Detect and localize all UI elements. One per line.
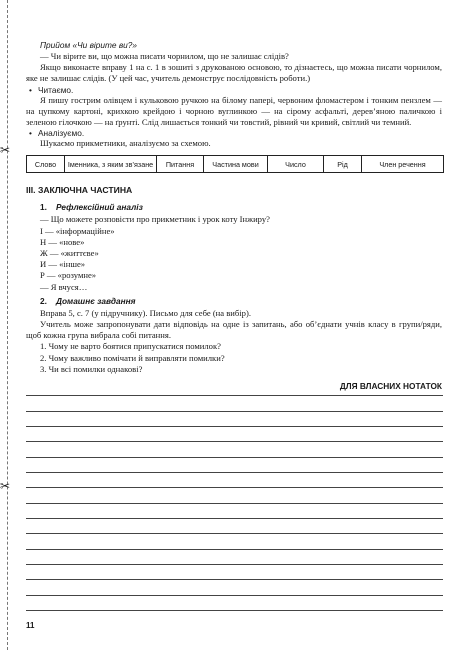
acrostic-line: Р — «розумне»	[40, 270, 97, 281]
note-line	[26, 519, 443, 534]
subsection-label: Домашнє завдання	[56, 295, 136, 306]
page-content	[26, 40, 442, 391]
bullet-item	[26, 85, 442, 95]
subsection-label: Рефлексійний аналіз	[56, 202, 143, 213]
note-line	[26, 504, 443, 519]
table-header-cell: Член речення	[362, 156, 444, 173]
note-line	[26, 596, 443, 611]
acrostic-line: И — «інше»	[40, 259, 86, 270]
bullet-text: Аналізуємо.	[38, 128, 85, 139]
reading-paragraph: Я пишу гострим олівцем і кульковою ручкою на білому папері, червоним фломастером і тонким пензлем — на цупкому картоні, крихкою крейдою і чорною вуглинкою — на сірому асфальті, дерев’яною паличкою і зеленою гілочкою — на ґрунті. Слід лишається тонкий чи товстий, рівний чи кривий, світлий чи темний.	[26, 94, 442, 128]
table-header-cell: Частина мови	[204, 156, 268, 173]
question-item: 3. Чи всі помилки однакові?	[40, 363, 143, 374]
question-line: — Що можете розповісти про прикметник і урок коту Інжиру?	[40, 214, 270, 225]
notes-title: ДЛЯ ВЛАСНИХ НОТАТОК	[339, 381, 442, 392]
homework-paragraph: Вправа 5, с. 7 (у підручнику). Письмо для себе (на вибір).	[40, 307, 251, 318]
bullet-icon: •	[29, 84, 32, 95]
analysis-paragraph: Шукаємо прикметники, аналізуємо за схемою.	[40, 138, 211, 149]
note-line	[26, 550, 443, 565]
subsection-title	[26, 202, 442, 212]
note-line	[26, 442, 443, 457]
technique-heading: Прийом «Чи вірите ви?»	[40, 40, 137, 50]
subsection-number: 1.	[40, 202, 47, 213]
subsection-number: 2.	[40, 295, 47, 306]
note-line	[26, 427, 443, 442]
table-header-cell: Рід	[324, 156, 362, 173]
note-line	[26, 412, 443, 427]
exercise-paragraph: Якщо виконаєте вправу 1 на с. 1 в зошиті з друкованою основою, то дізнаєтесь, що можна писати чорнилом, яке не залишає слідів. (У цей час, учитель демонструє послідовність роботи.)	[26, 62, 442, 84]
section-title: III. ЗАКЛЮЧНА ЧАСТИНА	[26, 185, 133, 196]
acrostic-line: Н — «нове»	[40, 236, 85, 247]
note-line	[26, 473, 443, 488]
analysis-scheme-table	[26, 155, 444, 173]
homework-paragraph: Учитель може запропонувати дати відповідь на одне із запитань, або об’єднати учнів класу в групи/ряди, щоб кожна група вибрала собі питання.	[26, 319, 442, 341]
scissors-icon: ✂	[0, 479, 11, 493]
table-row	[27, 156, 444, 173]
note-line	[26, 396, 443, 411]
table-header-cell: Іменника, з яким зв’язане	[65, 156, 157, 173]
acrostic-line: — Я вчуся…	[40, 281, 88, 292]
bullet-item	[26, 128, 442, 138]
bullet-text: Читаємо.	[38, 84, 74, 95]
note-line	[26, 488, 443, 503]
question-item: 1. Чому не варто боятися припускатися помилок?	[40, 341, 221, 352]
table-header-cell: Число	[268, 156, 324, 173]
notes-lines	[26, 381, 443, 611]
page-number: 11	[26, 621, 35, 630]
table-header-cell: Слово	[27, 156, 65, 173]
question-item: 2. Чому важливо помічати й виправляти помилки?	[40, 352, 225, 363]
note-line	[26, 565, 443, 580]
note-line	[26, 534, 443, 549]
scissors-icon: ✂	[0, 143, 11, 157]
acrostic-line: Ж — «життєве»	[40, 248, 99, 259]
cut-line	[7, 0, 8, 650]
subsection-title	[26, 296, 442, 306]
note-line	[26, 458, 443, 473]
note-line	[26, 580, 443, 595]
question-paragraph: — Чи вірите ви, що можна писати чорнилом, що не залишає слідів?	[40, 51, 289, 61]
table-header-cell: Питання	[157, 156, 204, 173]
acrostic-line: І — «інформаційне»	[40, 225, 115, 236]
note-line	[26, 381, 443, 396]
bullet-icon: •	[29, 128, 32, 139]
